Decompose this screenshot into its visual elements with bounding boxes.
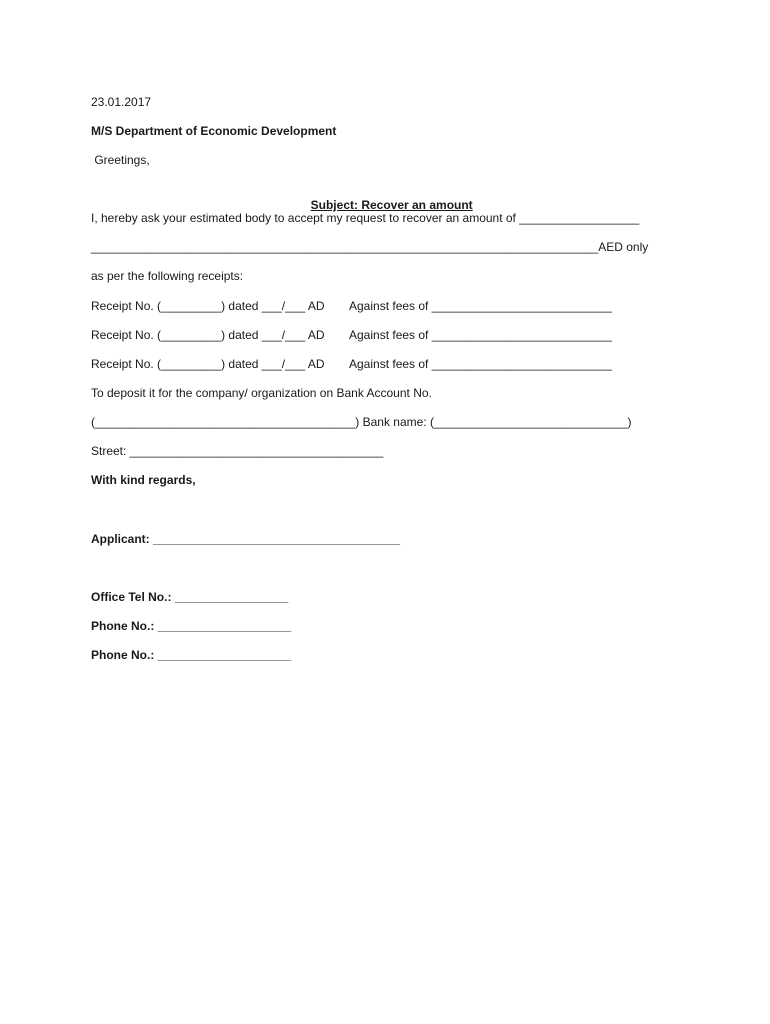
recipient-line: M/S Department of Economic Development [91, 124, 337, 138]
letter-date: 23.01.2017 [91, 95, 152, 109]
receipt-fees: Against fees of ___________________________ [349, 357, 612, 371]
deposit-line: To deposit it for the company/ organization on Bank Account No. [91, 386, 432, 400]
receipts-intro: as per the following receipts: [91, 269, 244, 283]
subject-text: Subject: Recover an amount [310, 198, 473, 212]
receipt-fees: Against fees of ___________________________ [349, 299, 612, 313]
phone-line: Phone No.: ____________________ [91, 648, 292, 662]
phone-line: Phone No.: ____________________ [91, 619, 292, 633]
amount-line: ____________________________________________________________________________AED only [91, 240, 649, 254]
receipt-number-date: Receipt No. (_________) dated ___/___ AD [91, 299, 325, 313]
request-line: I, hereby ask your estimated body to accept my request to recover an amount of __________________ [91, 211, 640, 225]
greeting-line: Greetings, [91, 153, 150, 167]
closing-line: With kind regards, [91, 473, 196, 487]
receipt-number-date: Receipt No. (_________) dated ___/___ AD [91, 357, 325, 371]
receipt-fees: Against fees of ___________________________ [349, 328, 612, 342]
office-tel-line: Office Tel No.: _________________ [91, 590, 289, 604]
applicant-line: Applicant: _____________________________________ [91, 532, 400, 546]
street-line: Street: ______________________________________ [91, 444, 384, 458]
bank-line: (_______________________________________) Bank name: (_____________________________) [91, 415, 632, 429]
receipt-number-date: Receipt No. (_________) dated ___/___ AD [91, 328, 325, 342]
